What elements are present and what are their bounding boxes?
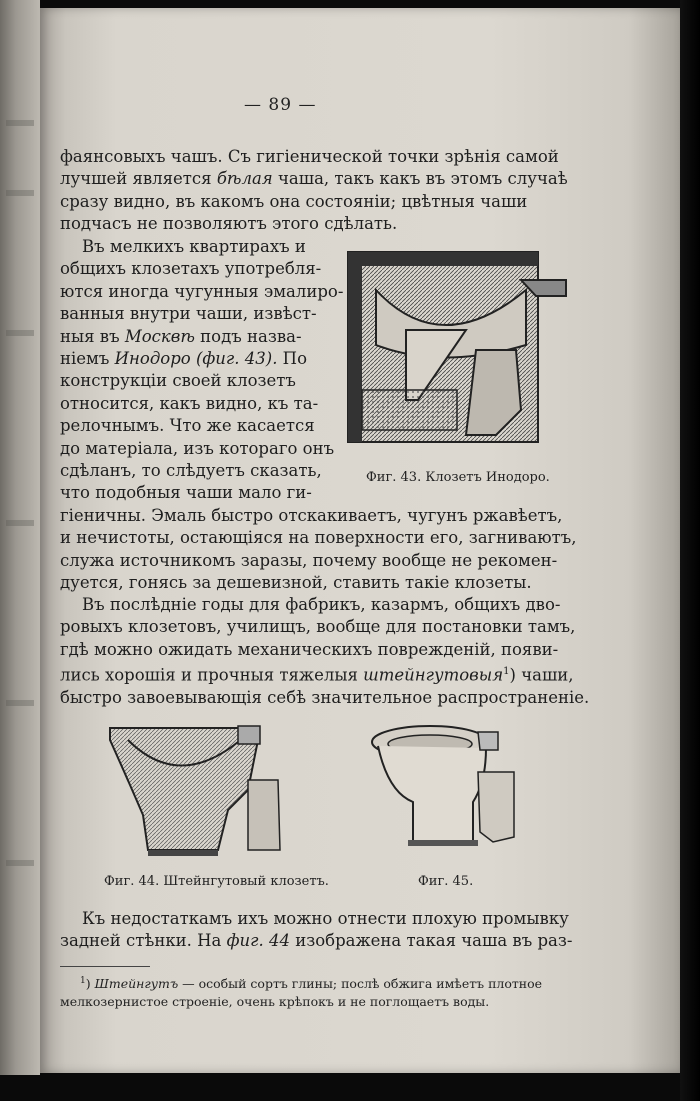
text-line: Въ послѣдніе годы для фабрикъ, казармъ, общихъ дво- <box>82 595 561 614</box>
text-line: быстро завоевывающія себѣ значительное распространеніе. <box>60 688 590 708</box>
figure-44-caption: Фиг. 44. Штейнгутовый клозетъ. <box>104 874 329 889</box>
text-line: до матеріала, изъ котораго онъ <box>60 438 335 458</box>
text-line: фаянсовыхъ чашъ. Съ гигіенической точки зрѣнія самой <box>60 147 559 166</box>
text-line: задней стѣнки. На фиг. 44 изображена такая чаша въ раз- <box>60 931 573 951</box>
text-line: ровыхъ клозетовъ, училищъ, вообще для постановки тамъ, <box>60 617 576 637</box>
text-line: относится, какъ видно, къ та- <box>60 393 319 413</box>
text-line: Къ недостаткамъ ихъ можно отнести плохую промывку <box>82 909 569 928</box>
figure-44-illustration <box>108 720 293 860</box>
figure-43-illustration <box>346 250 568 446</box>
paragraph-3 <box>60 594 590 710</box>
text-line: конструкціи своей клозетъ <box>60 371 296 391</box>
text-line: что подобныя чаши мало ги- <box>60 483 312 503</box>
text-line: Въ мелкихъ квартирахъ и <box>82 237 306 256</box>
text-line: лучшей является бѣлая чаша, такъ какъ въ этомъ случаѣ <box>60 169 568 189</box>
footnote-rule <box>60 966 150 967</box>
footnote <box>60 972 575 1011</box>
figure-45-illustration <box>368 722 518 854</box>
page-number: — 89 — <box>244 95 317 115</box>
footnote-marker: 1 <box>503 666 510 678</box>
text-line: ванныя внутри чаши, извѣст- <box>60 304 317 324</box>
text-line: и нечистоты, остающіяся на поверхности его, загниваютъ, <box>60 528 577 548</box>
text-line: релочнымъ. Что же касается <box>60 416 315 436</box>
figure-45-caption: Фиг. 45. <box>418 874 474 889</box>
text-line: дуется, гонясь за дешевизной, ставить такіе клозеты. <box>60 573 532 593</box>
dark-background <box>680 0 700 1101</box>
text-line: подчасъ не позволяютъ этого сдѣлать. <box>60 214 398 234</box>
footnote-line: $^1$) Штейнгутъ — особый сортъ глины; послѣ обжига имѣетъ плотное <box>80 976 543 992</box>
text-line: служа источникомъ заразы, почему вообще не рекомен- <box>60 550 558 570</box>
text-line: лись хорошія и прочныя тяжелыя штейнгутовыя$^1$) чаши, <box>60 665 574 685</box>
text-line: гдѣ можно ожидать механическихъ поврежденій, появи- <box>60 639 559 659</box>
text-line: ныя въ Москвѣ подъ назва- <box>60 326 302 346</box>
paragraph-4 <box>60 908 575 953</box>
text-line: сдѣланъ, то слѣдуетъ сказать, <box>60 461 322 481</box>
paragraph-2-continued <box>60 505 575 595</box>
text-line: сразу видно, въ какомъ она состояніи; цвѣтныя чаши <box>60 191 528 211</box>
paragraph-1 <box>60 146 575 236</box>
adjacent-page-edge <box>0 0 40 1075</box>
paragraph-2 <box>60 236 344 505</box>
text-line: общихъ клозетахъ употребля- <box>60 259 322 279</box>
text-line: ются иногда чугунныя эмалиро- <box>60 281 344 301</box>
text-line: гіеничны. Эмаль быстро отскакиваетъ, чугунъ ржавѣетъ, <box>60 506 563 525</box>
text-line: ніемъ Инодоро (фиг. 43). По <box>60 349 308 369</box>
figure-43-caption: Фиг. 43. Клозетъ Инодоро. <box>366 470 550 485</box>
footnote-line: мелкозернистое строеніе, очень крѣпокъ и не поглощаетъ воды. <box>60 994 490 1010</box>
